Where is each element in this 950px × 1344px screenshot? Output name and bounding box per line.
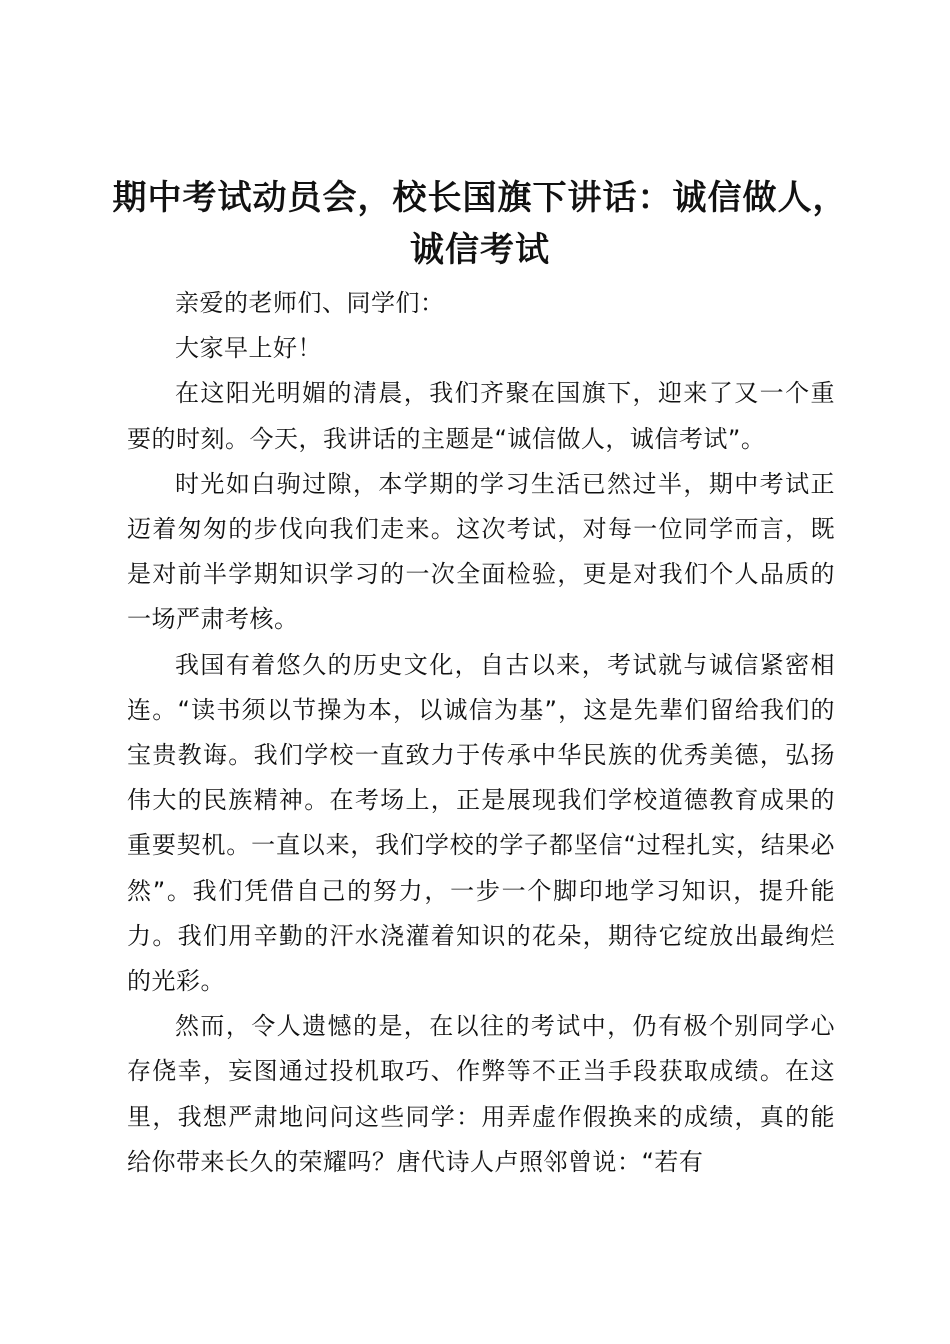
paragraph-exam-approach: 时光如白驹过隙，本学期的学习生活已然过半，期中考试正迈着匆匆的步伐向我们走来。这次考试，对每一位同学而言，既是对前半学期知识学习的一次全面检验，更是对我们个人品质的一场严肃考核。: [127, 469, 835, 634]
document-body: [127, 281, 835, 1185]
paragraph-greeting: 大家早上好！: [175, 334, 322, 363]
paragraph-theme: 在这阳光明媚的清晨，我们齐聚在国旗下，迎来了又一个重要的时刻。今天，我讲话的主题是“诚信做人，诚信考试”。: [127, 379, 835, 453]
paragraph-salutation: 亲爱的老师们、同学们：: [175, 289, 445, 317]
paragraph-tradition: 我国有着悠久的历史文化，自古以来，考试就与诚信紧密相连。“读书须以节操为本，以诚信为基”，这是先辈们留给我们的宝贵教诲。我们学校一直致力于传承中华民族的优秀美德，弘扬伟大的民族精神。在考场上，正是展现我们学校道德教育成果的重要契机。一直以来，我们学校的学子都坚信“过程扎实，结果必然”。我们凭借自己的努力，一步一个脚印地学习知识，提升能力。我们用辛勤的汗水浇灌着知识的花朵，期待它绽放出最绚烂的光彩。: [127, 650, 835, 996]
paragraph-warning: 然而，令人遗憾的是，在以往的考试中，仍有极个别同学心存侥幸，妄图通过投机取巧、作弊等不正当手段获取成绩。在这里，我想严肃地问问这些同学：用弄虚作假换来的成绩，真的能给你带来长久的荣耀吗？唐代诗人卢照邻曾说：“若有: [127, 1012, 835, 1176]
document-title: 期中考试动员会，校长国旗下讲话：诚信做人，诚信考试: [112, 178, 848, 270]
